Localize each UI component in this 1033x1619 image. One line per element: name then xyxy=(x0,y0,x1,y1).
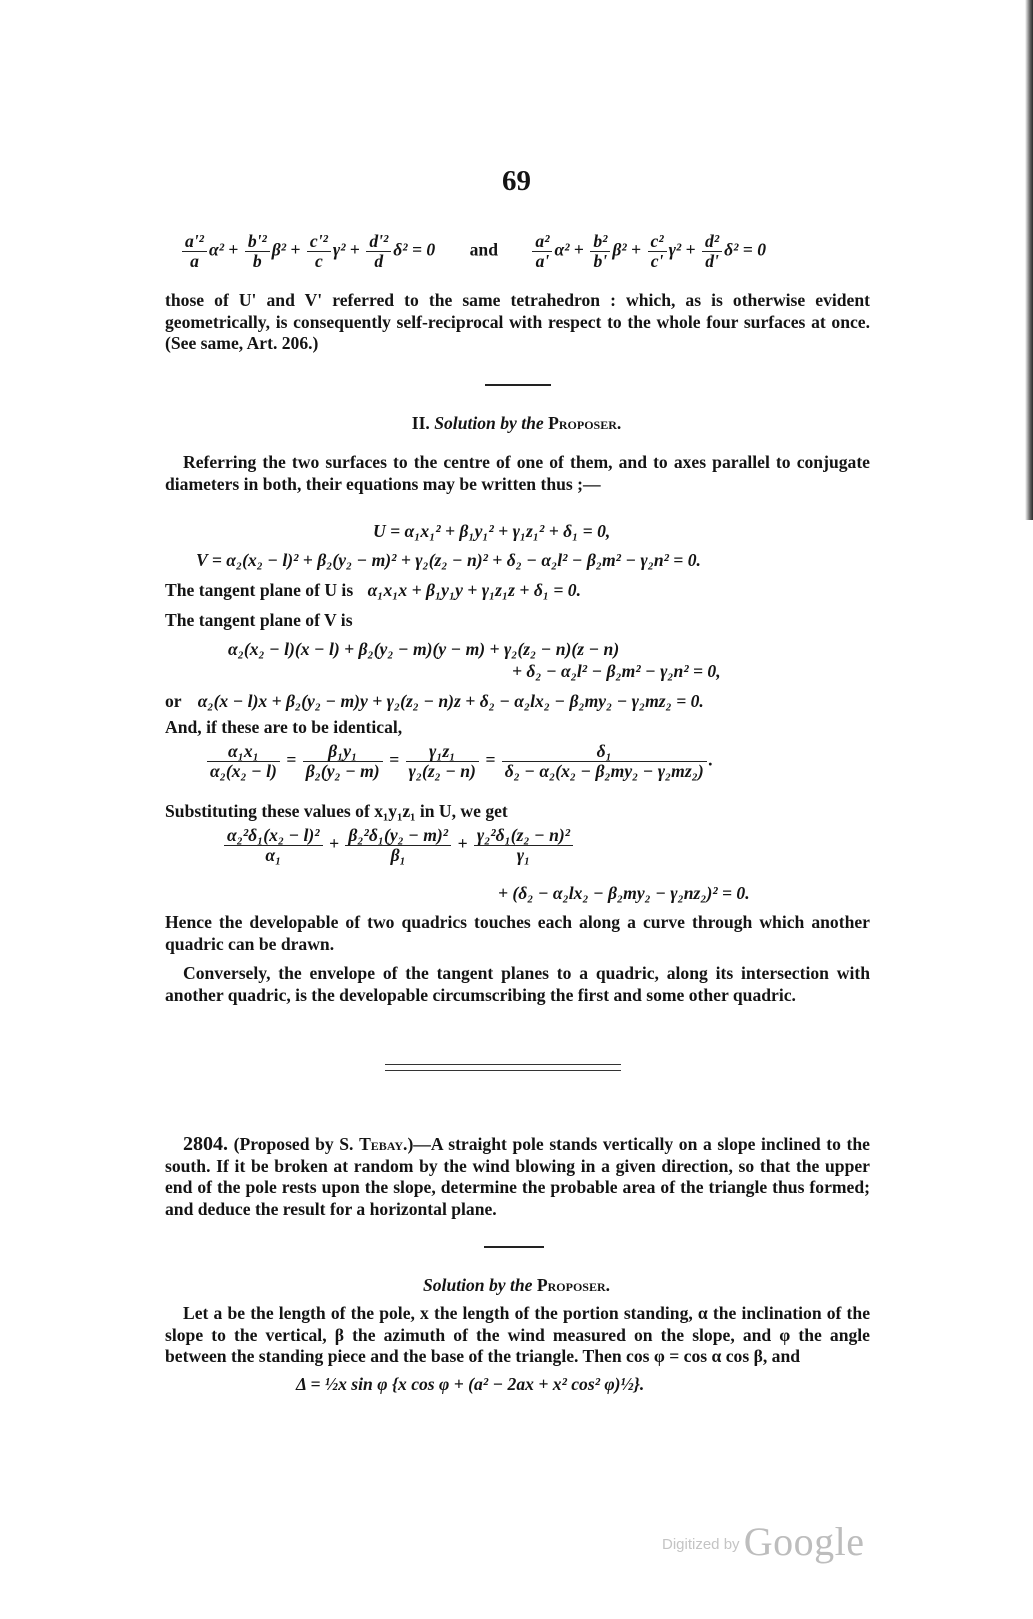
proposer-name: Tebay. xyxy=(359,1134,408,1154)
period: . xyxy=(708,749,714,770)
tangent-u-equation: α₁x₁x + β₁y₁y + γ₁z₁z + δ₁ = 0. xyxy=(367,580,581,600)
ratio-equation xyxy=(205,742,713,781)
paragraph-referring: Referring the two surfaces to the centre of one of them, and to axes parallel to conjugate diameters in both, their equations may be written thus ;— xyxy=(165,452,870,494)
term-variable: δ² = 0 xyxy=(724,239,767,260)
tangent-plane-u xyxy=(165,579,581,601)
tangent-v-or-equation: α₂(x − l)x + β₂(y₂ − m)y + γ₂(z₂ − n)z + δ₂ − α₂lx₂ − β₂my₂ − γ₂mz₂ = 0. xyxy=(197,691,704,711)
denominator: b xyxy=(252,251,262,271)
heading-solution-ii xyxy=(0,413,1033,434)
tangent-v-alternative xyxy=(165,690,704,712)
substituted-equation-line-2: + (δ₂ − α₂lx₂ − β₂my₂ − γ₂nz₂)² = 0. xyxy=(498,883,750,903)
substituting-line: Substituting these values of x₁y₁z₁ in U, we get xyxy=(165,801,508,821)
tangent-v-line-1: α₂(x₂ − l)(x − l) + β₂(y₂ − m)(y − m) + γ₂(z₂ − n)(z − n) xyxy=(228,639,620,659)
denominator: γ₁ xyxy=(516,845,531,865)
heading-proposer: Proposer. xyxy=(548,413,622,433)
fraction xyxy=(702,232,722,271)
numerator: α₂²δ₁(x₂ − l)² xyxy=(224,826,323,846)
heading-italic: Solution by the xyxy=(434,413,544,433)
numerator: β₁y₁ xyxy=(303,742,383,762)
numerator: b² xyxy=(590,232,610,252)
google-logo: Google xyxy=(743,1519,865,1564)
tangent-plane-v-label: The tangent plane of V is xyxy=(165,610,353,630)
numerator: γ₂²δ₁(z₂ − n)² xyxy=(474,826,573,846)
term-variable: γ² xyxy=(668,239,682,260)
question-2804 xyxy=(165,1134,870,1220)
tangent-v-line-2: + δ₂ − α₂l² − β₂m² − γ₂n² = 0, xyxy=(512,661,721,681)
numerator: d'² xyxy=(366,232,391,252)
fraction xyxy=(207,742,280,781)
fraction xyxy=(502,742,707,781)
digitized-watermark xyxy=(662,1518,864,1565)
denominator: a xyxy=(190,251,199,271)
term-variable: β² xyxy=(612,239,627,260)
numerator: c² xyxy=(648,232,667,252)
denominator: b' xyxy=(593,251,608,271)
equation-u: U = α₁x₁² + β₁y₁² + γ₁z₁² + δ₁ = 0, xyxy=(373,521,611,541)
denominator: c' xyxy=(650,251,664,271)
fraction xyxy=(648,232,667,271)
fraction xyxy=(224,826,323,865)
paragraph-conversely: Conversely, the envelope of the tangent planes to a quadric, along its intersection with another quadric, is the developable circumscribing the first and some other quadric. xyxy=(165,963,870,1005)
page-number: 69 xyxy=(502,165,531,197)
question-number: 2804. xyxy=(183,1133,228,1155)
identical-condition: And, if these are to be identical, xyxy=(165,717,403,737)
term-variable: α² xyxy=(554,239,570,260)
equals-sign: = xyxy=(485,749,496,770)
equation-v: V = α₂(x₂ − l)² + β₂(y₂ − m)² + γ₂(z₂ − n)² + δ₂ − α₂l² − β₂m² − γ₂n² = 0. xyxy=(196,550,701,570)
plus-sign: + xyxy=(457,833,468,854)
plus-sign: + xyxy=(328,833,339,854)
term-variable: β² xyxy=(271,239,287,260)
paragraph-hence: Hence the developable of two quadrics touches each along a curve through which another quadric can be drawn. xyxy=(165,912,870,954)
final-area-equation: Δ = ½x sin φ {x cos φ + (a² − 2ax + x² cos² φ)½}. xyxy=(296,1374,645,1394)
top-equation: $\frac{\text{a'²}}{a}$ α² + $\frac{\text{b'²}}{b}$ β² + $\frac{\text{c'²}}{c}$ γ² + $\frac{\text{d'²}}{d}$ δ² = 0 and $\frac{\text{a²}}{a'}$ α² + $\frac{\text{b²}}{b'}$ β² + $\frac{\text{c²}}{c'}$ γ² + $\frac{\text{d²}}{d'}$ δ² = 0 xyxy=(180,232,766,271)
numerator: γ₁z₁ xyxy=(406,742,479,762)
equals-sign: = xyxy=(389,749,400,770)
numerator: β₂²δ₁(y₂ − m)² xyxy=(345,826,451,846)
fraction xyxy=(345,826,451,865)
denominator: β₂(y₂ − m) xyxy=(305,761,380,781)
heading-proposer: Proposer. xyxy=(536,1275,611,1295)
term-variable: δ² = 0 xyxy=(393,239,436,260)
denominator: γ₂(z₂ − n) xyxy=(408,761,476,781)
numerator: a'² xyxy=(182,232,207,252)
numerator: a² xyxy=(532,232,552,252)
equals-sign: = xyxy=(286,749,297,770)
numerator: c'² xyxy=(307,232,331,252)
heading-numeral: II. xyxy=(411,413,430,433)
heading-italic: Solution by the xyxy=(422,1275,533,1295)
denominator: β₁ xyxy=(390,845,406,865)
numerator: d² xyxy=(702,232,722,252)
or-label: or xyxy=(165,691,182,711)
fraction xyxy=(406,742,479,781)
term-variable: α² xyxy=(208,239,224,260)
double-rule-divider xyxy=(385,1064,621,1071)
denominator: δ₂ − α₂(x₂ − β₂my₂ − γ₂mz₂) xyxy=(504,761,704,781)
fraction xyxy=(590,232,610,271)
section-divider xyxy=(484,1246,544,1248)
tangent-u-label: The tangent plane of U is xyxy=(165,580,354,600)
denominator: c xyxy=(314,251,323,271)
denominator: d' xyxy=(705,251,719,271)
denominator: a' xyxy=(535,251,550,271)
paragraph-let: Let a be the length of the pole, x the length of the portion standing, α the inclination of the slope to the vertical, β the azimuth of the wind measured on the slope, and φ the angle between the standing piece and the base of the triangle. Then cos φ = cos α cos β, and xyxy=(165,1303,870,1366)
fraction xyxy=(303,742,383,781)
heading-solution xyxy=(0,1275,1033,1296)
fraction xyxy=(532,232,552,271)
fraction xyxy=(245,232,270,271)
denominator: d xyxy=(374,251,384,271)
fraction xyxy=(182,232,207,271)
page-edge-shadow xyxy=(1025,0,1033,520)
term-variable: γ² xyxy=(332,239,346,260)
numerator: α₁x₁ xyxy=(207,742,280,762)
fraction xyxy=(307,232,331,271)
watermark-prefix: Digitized by xyxy=(662,1536,740,1553)
section-divider xyxy=(485,384,551,386)
denominator: α₁ xyxy=(265,845,282,865)
paragraph-self-reciprocal: those of U' and V' referred to the same tetrahedron : which, as is otherwise evident geometrically, is consequently self-reciprocal with respect to the whole four surfaces at once. (See same, Art. 206.) xyxy=(165,290,870,353)
connector-and: and xyxy=(469,239,498,260)
question-text: )—A straight pole stands vertically on a slope inclined to the south. If it be broken at random by the wind blowing in a given direction, so that the upper end of the pole rests upon the slope, determine the probable area of the triangle thus formed; and deduce the result for a horizontal plane. xyxy=(165,1134,870,1219)
fraction xyxy=(474,826,573,865)
substituted-equation xyxy=(222,826,575,865)
denominator: α₂(x₂ − l) xyxy=(210,761,277,781)
numerator: b'² xyxy=(245,232,270,252)
numerator: δ₁ xyxy=(502,742,707,762)
proposer-prefix: (Proposed by S. xyxy=(233,1134,354,1154)
fraction xyxy=(366,232,391,271)
